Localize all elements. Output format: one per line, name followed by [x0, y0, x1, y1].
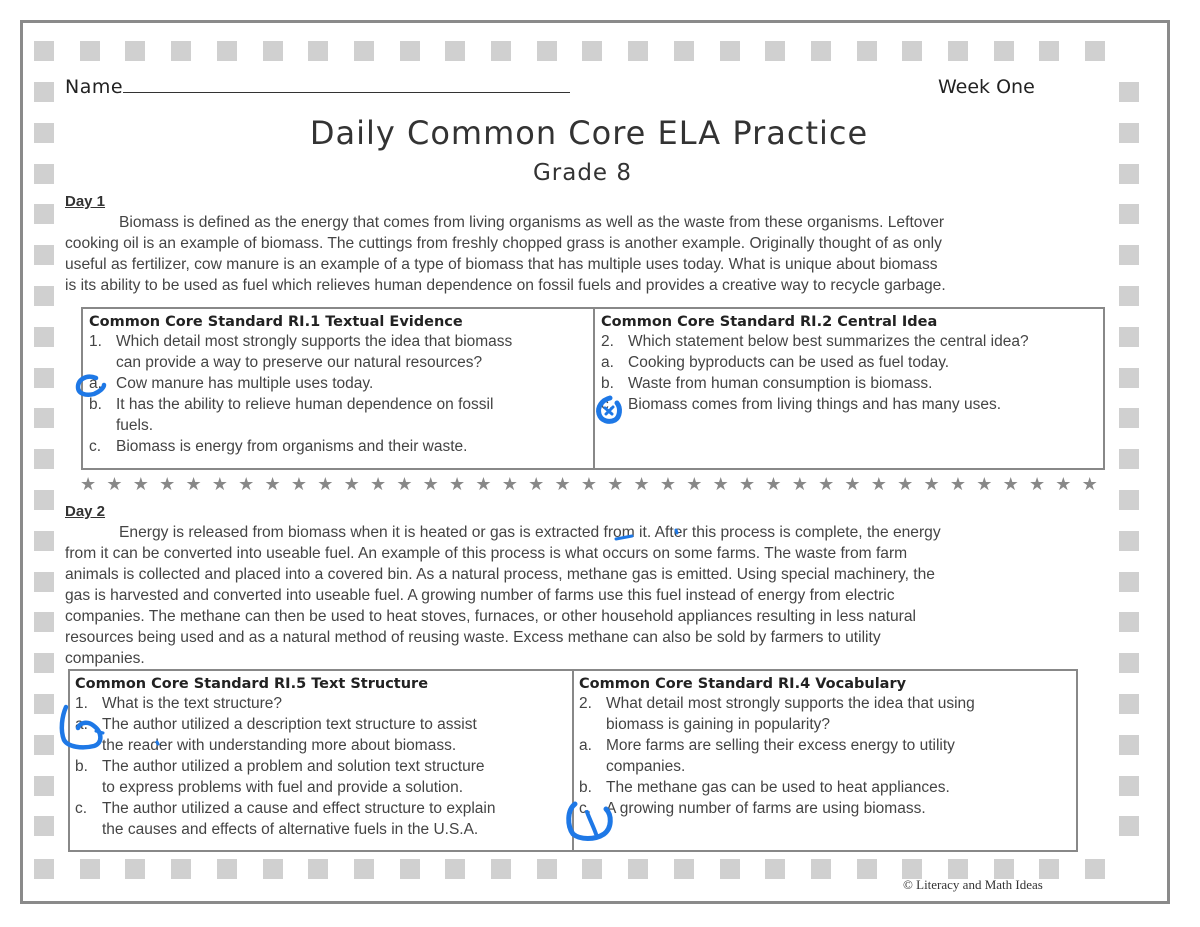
star-icon: ★	[80, 474, 97, 494]
border-square	[1119, 694, 1139, 714]
border-square	[34, 694, 54, 714]
star-icon: ★	[686, 474, 703, 494]
border-square	[263, 41, 283, 61]
border-square	[400, 859, 420, 879]
passage-line: useful as fertilizer, cow manure is an example of a type of biomass that has multiple uses today. What is unique about biomass	[65, 256, 938, 273]
day2-passage	[65, 522, 1125, 669]
border-square	[80, 41, 100, 61]
option-c[interactable]: c. Biomass is energy from organisms and their waste.	[89, 438, 468, 455]
border-square	[125, 41, 145, 61]
border-square	[1085, 41, 1105, 61]
star-icon: ★	[712, 474, 729, 494]
border-square	[171, 41, 191, 61]
passage-line: animals is collected and placed into a covered bin. As a natural process, methane gas is emitted. Using special machinery, the	[65, 566, 935, 583]
border-square	[811, 41, 831, 61]
border-square	[34, 286, 54, 306]
star-icon: ★	[976, 474, 993, 494]
border-square	[628, 859, 648, 879]
grade-label: Grade 8	[532, 160, 633, 186]
option-a[interactable]: a. Cooking byproducts can be used as fuel today.	[601, 354, 950, 371]
option-b[interactable]: b. The methane gas can be used to heat appliances.	[579, 779, 950, 796]
border-square	[1039, 41, 1059, 61]
border-square	[537, 859, 557, 879]
star-icon: ★	[211, 474, 228, 494]
border-square	[308, 859, 328, 879]
border-square	[34, 653, 54, 673]
star-icon: ★	[185, 474, 202, 494]
border-square	[217, 859, 237, 879]
passage-line: is its ability to be used as fuel which relieves human dependence on fossil fuels and provides a creative way to recycle garbage.	[65, 277, 946, 294]
option-a[interactable]: a. The author utilized a description text structure to assist the reader with understanding more about biomass.	[75, 716, 477, 754]
border-square	[1119, 368, 1139, 388]
border-square	[857, 41, 877, 61]
star-icon: ★	[369, 474, 387, 494]
star-icon: ★	[528, 474, 545, 494]
border-square	[582, 859, 602, 879]
border-square	[1119, 776, 1139, 796]
option-b[interactable]: b. The author utilized a problem and solution text structure to express problems with fuel and provide a solution.	[75, 758, 485, 796]
border-square	[1119, 490, 1139, 510]
passage-line: cooking oil is an example of biomass. The cuttings from freshly chopped grass is another example. Originally thought of as only	[65, 235, 942, 252]
border-square	[1119, 449, 1139, 469]
border-square	[1039, 859, 1059, 879]
border-square	[217, 41, 237, 61]
border-square	[994, 41, 1014, 61]
border-square	[1085, 859, 1105, 879]
option-b[interactable]: b. Waste from human consumption is biomass.	[601, 375, 933, 392]
border-square	[537, 41, 557, 61]
border-square	[34, 449, 54, 469]
border-square	[34, 816, 54, 836]
star-icon: ★	[264, 474, 281, 494]
star-icon: ★	[449, 474, 466, 494]
border-square	[948, 41, 968, 61]
day1-passage	[65, 212, 1125, 296]
border-square	[1119, 82, 1139, 102]
name-field[interactable]	[65, 76, 570, 98]
border-square	[994, 859, 1014, 879]
star-icon: ★	[475, 474, 492, 494]
option-c[interactable]: c. A growing number of farms are using biomass.	[579, 800, 926, 817]
border-square	[34, 82, 54, 102]
border-square	[34, 327, 54, 347]
star-icon: ★	[844, 474, 861, 494]
passage-line: companies. The methane can then be used to heat stoves, furnaces, or other household appliances resulting in less natural	[65, 608, 916, 625]
week-label: Week One	[938, 76, 1035, 98]
border-square	[308, 41, 328, 61]
day1-question1-box	[81, 307, 595, 470]
border-square	[765, 41, 785, 61]
border-square	[674, 41, 694, 61]
border-square	[34, 245, 54, 265]
star-icon: ★	[1002, 474, 1019, 494]
border-square	[80, 859, 100, 879]
star-divider	[80, 474, 1098, 495]
border-square	[582, 41, 602, 61]
star-icon: ★	[607, 474, 624, 494]
border-square	[902, 41, 922, 61]
border-square	[1119, 408, 1139, 428]
standard-heading: Common Core Standard RI.5 Text Structure	[75, 676, 429, 692]
passage-line: from it can be converted into useable fuel. An example of this process is what occurs on some farms. The waste from farm	[65, 545, 908, 562]
border-square	[34, 490, 54, 510]
star-icon: ★	[870, 474, 887, 494]
border-square	[354, 41, 374, 61]
day1-question2-box	[593, 307, 1105, 470]
standard-heading: Common Core Standard RI.1 Textual Evidence	[89, 314, 463, 330]
day2-question1-box	[68, 669, 574, 852]
question-2: 2. Which statement below best summarizes the central idea?	[601, 333, 1029, 350]
standard-heading: Common Core Standard RI.4 Vocabulary	[579, 676, 907, 692]
border-square	[34, 572, 54, 592]
border-square	[628, 41, 648, 61]
passage-line: Energy is released from biomass when it is heated or gas is extracted from it. After this process is complete, the energy	[119, 524, 941, 541]
border-square	[1119, 816, 1139, 836]
star-icon: ★	[238, 474, 255, 494]
border-square	[34, 776, 54, 796]
star-icon: ★	[1081, 474, 1098, 494]
star-icon: ★	[159, 474, 176, 494]
passage-line: resources being used and as a natural method of reusing waste. Excess methane can also be sold by farmers to utility	[65, 629, 881, 646]
border-square	[34, 41, 54, 61]
star-icon: ★	[422, 474, 439, 494]
border-square	[445, 41, 465, 61]
star-icon: ★	[765, 474, 782, 494]
star-icon: ★	[580, 474, 597, 494]
star-icon: ★	[106, 474, 123, 494]
border-square	[354, 859, 374, 879]
name-label: Name	[65, 76, 124, 98]
star-icon: ★	[738, 474, 756, 494]
border-square	[34, 408, 54, 428]
star-icon: ★	[1028, 474, 1046, 494]
border-square	[948, 859, 968, 879]
star-icon: ★	[396, 474, 413, 494]
star-icon: ★	[897, 474, 914, 494]
border-square	[491, 41, 511, 61]
passage-line: Biomass is defined as the energy that comes from living organisms as well as the waste from these organisms. Leftover	[119, 214, 945, 231]
passage-line: gas is harvested and converted into useable fuel. A growing number of farms use this fuel instead of energy from electric	[65, 587, 895, 604]
option-c[interactable]: c. The author utilized a cause and effect structure to explain the causes and effects of alternative fuels in the U.S.A.	[75, 800, 496, 838]
border-square	[34, 368, 54, 388]
option-a[interactable]: a. Cow manure has multiple uses today.	[89, 375, 374, 392]
star-icon: ★	[1055, 474, 1072, 494]
passage-line: companies.	[65, 650, 145, 667]
star-icon: ★	[317, 474, 334, 494]
option-c[interactable]: c. Biomass comes from living things and has many uses.	[601, 396, 1002, 413]
border-square	[765, 859, 785, 879]
question-1: 1. What is the text structure?	[75, 695, 283, 712]
border-square	[34, 735, 54, 755]
star-icon: ★	[501, 474, 518, 494]
star-icon: ★	[132, 474, 149, 494]
star-icon: ★	[343, 474, 360, 494]
star-icon: ★	[791, 474, 808, 494]
border-square	[902, 859, 922, 879]
standard-heading: Common Core Standard RI.2 Central Idea	[601, 314, 938, 330]
border-square	[171, 859, 191, 879]
star-icon: ★	[923, 474, 940, 494]
page-title: Daily Common Core ELA Practice	[309, 114, 869, 152]
border-square	[34, 859, 54, 879]
star-icon: ★	[290, 474, 308, 494]
border-square	[1119, 327, 1139, 347]
star-icon: ★	[949, 474, 966, 494]
border-square	[811, 859, 831, 879]
border-square	[445, 859, 465, 879]
day2-question2-box	[572, 669, 1078, 852]
option-a[interactable]: a. More farms are selling their excess energy to utility companies.	[579, 737, 955, 775]
border-square	[263, 859, 283, 879]
border-square	[34, 531, 54, 551]
star-icon: ★	[818, 474, 835, 494]
border-square	[720, 41, 740, 61]
name-underline	[123, 76, 570, 93]
border-square	[34, 204, 54, 224]
question-2: 2. What detail most strongly supports the idea that using biomass is gaining in popularity?	[579, 695, 975, 733]
border-square	[34, 612, 54, 632]
border-square	[674, 859, 694, 879]
star-icon: ★	[633, 474, 650, 494]
border-square	[491, 859, 511, 879]
star-icon: ★	[554, 474, 571, 494]
border-square	[125, 859, 145, 879]
border-square	[720, 859, 740, 879]
question-1: 1. Which detail most strongly supports the idea that biomass can provide a way to preserve our natural resources?	[89, 333, 513, 371]
border-square	[1119, 735, 1139, 755]
border-square	[857, 859, 877, 879]
day1-heading: Day 1	[65, 193, 106, 210]
option-b[interactable]: b. It has the ability to relieve human dependence on fossil fuels.	[89, 396, 494, 434]
copyright: © Literacy and Math Ideas	[903, 877, 1043, 892]
border-square	[400, 41, 420, 61]
day2-heading: Day 2	[65, 503, 106, 520]
star-icon: ★	[659, 474, 677, 494]
